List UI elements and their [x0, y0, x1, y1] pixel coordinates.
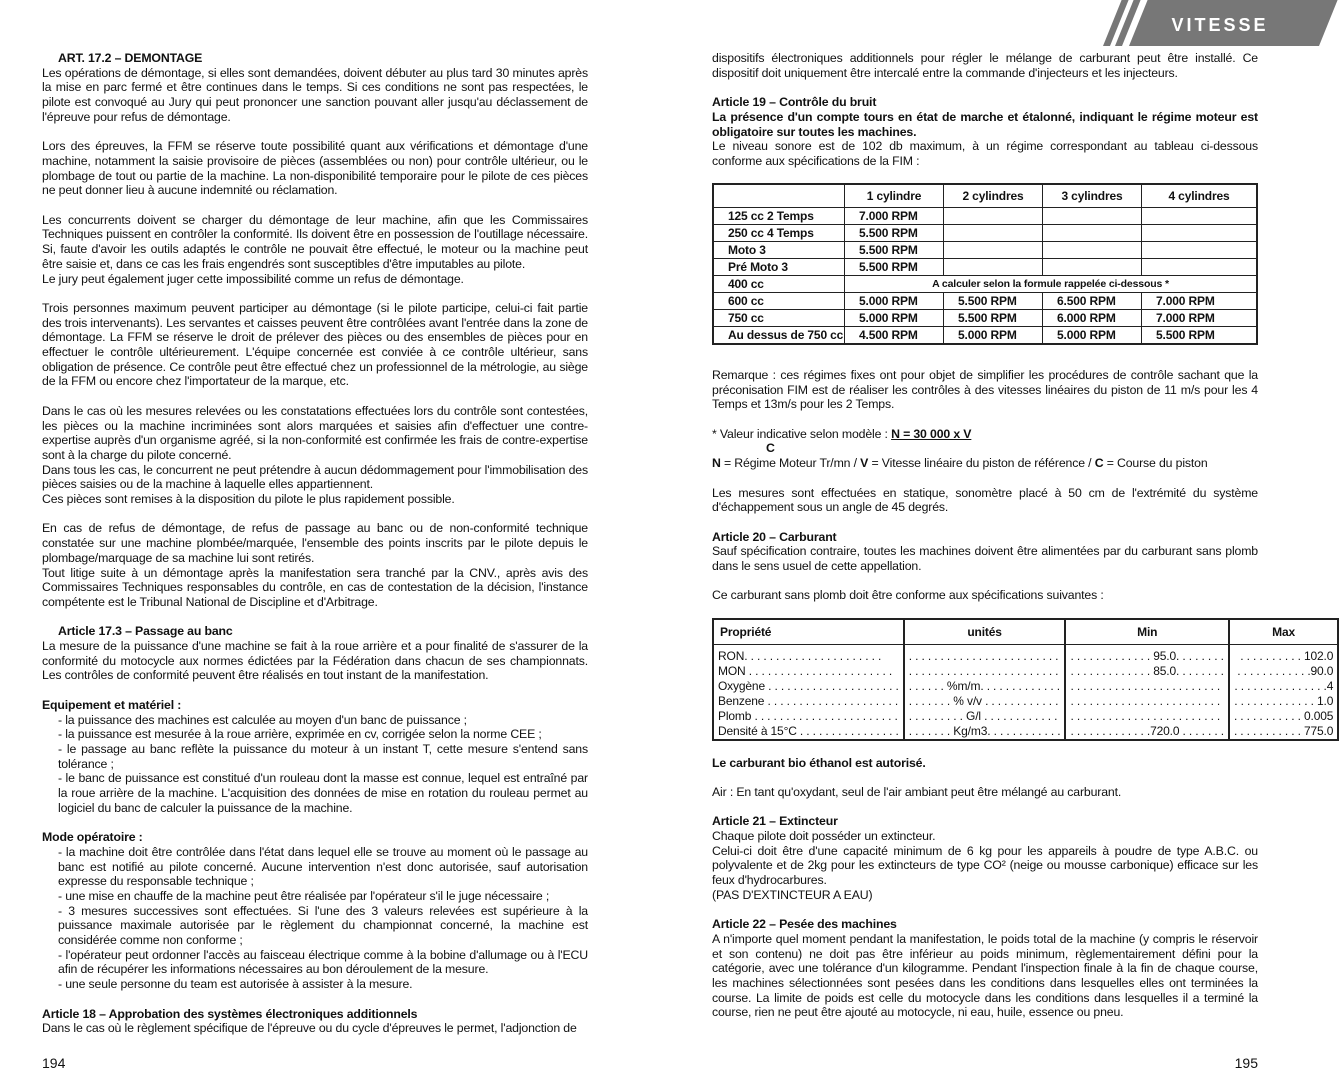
paragraph: Le niveau sonore est de 102 db maximum, à un régime correspondant au tableau ci-dessous conforme aux spécifications de la FIM : [712, 139, 1258, 168]
formula: N = 30 000 x V [891, 426, 972, 441]
table-cell: Moto 3 [713, 242, 845, 259]
table-cell: 5.000 RPM [845, 310, 944, 327]
table-cell [944, 225, 1043, 242]
table-row [713, 327, 1257, 345]
table-cell [1142, 259, 1258, 276]
table-header [713, 184, 845, 208]
rpm-table [712, 183, 1258, 345]
table-header-row [713, 184, 1257, 208]
table-header: unités [904, 619, 1066, 645]
page-number: 194 [42, 1055, 66, 1071]
table-header-row [713, 619, 1338, 645]
table-cell: Au dessus de 750 cc [713, 327, 845, 345]
paragraph: Trois personnes maximum peuvent participer au démontage (si le pilote participe, celui-ci fait partie des trois intervenants). Les servantes et caisses peuvent être contrôlées avant l'entrée dans la zone de démontage. La FFM se réserve le droit de prélever des pièces ou des ensembles de pièces pour en effectuer le contrôle ultérieurement. L'équipe concernée est conviée à ce contrôle ultérieur, sans obligation de présence. Ce contrôle peut être effectué chez un professionnel de la métrologie, au siège de la FFM ou encore chez l'importateur de la marque, etc. [42, 300, 588, 389]
list-item: - la puissance des machines est calculée au moyen d'un banc de puissance ; [58, 712, 467, 727]
table-cell [1142, 225, 1258, 242]
right-page [712, 0, 1334, 1092]
paragraph: (PAS D'EXTINCTEUR A EAU) [712, 887, 873, 902]
paragraph: Air : En tant qu'oxydant, seul de l'air ambiant peut être mélangé au carburant. [712, 784, 1122, 799]
mode-heading: Mode opératoire : [42, 830, 143, 845]
table-cell: 5.000 RPM [944, 327, 1043, 345]
table-cell: 4.500 RPM [845, 327, 944, 345]
table-header: 2 cylindres [944, 184, 1043, 208]
table-row [713, 225, 1257, 242]
section-title: VITESSE [1171, 15, 1269, 35]
table-row [713, 208, 1257, 225]
equipment-heading: Equipement et matériel : [42, 697, 182, 712]
legend-text: = Vitesse linéaire du piston de référence / [868, 456, 1095, 471]
table-header: Propriété [713, 619, 904, 645]
table-cell: 6.000 RPM [1043, 310, 1142, 327]
art-21-title: Article 21 – Extincteur [712, 814, 838, 829]
art-17-2-title: ART. 17.2 – DEMONTAGE [58, 51, 203, 65]
table-header: 1 cylindre [845, 184, 944, 208]
table-cell: 750 cc [713, 310, 845, 327]
paragraph: Ce carburant sans plomb doit être conforme aux spécifications suivantes : [712, 588, 1104, 603]
formula-denominator: C [766, 441, 775, 456]
table-cell: 5.500 RPM [845, 225, 944, 242]
art-22-title: Article 22 – Pesée des machines [712, 917, 897, 932]
paragraph: Le jury peut également juger cette impossibilité comme un refus de démontage. [42, 271, 464, 286]
table-cell [1043, 208, 1142, 225]
art-20-title: Article 20 – Carburant [712, 529, 837, 544]
paragraph: dispositifs électroniques additionnels pour régler le mélange de carburant peut être installé. Ce dispositif doit uniquement être intercalé entre la commande d'injecteurs et les injecteurs. [712, 51, 1258, 80]
page-number: 195 [1234, 1055, 1258, 1071]
paragraph: Lors des épreuves, la FFM se réserve toute possibilité quant aux vérifications et démontage d'une machine, notamment la saisie provisoire de pièces (assemblées ou non) pour contrôle ultérieur, ou le plombage de tout ou partie de la machine. La non-disponibilité temporaire pour le pilote de ces pièces ne peut donner lieu à aucune indemnité ou réclamation. [42, 139, 588, 198]
left-page [42, 0, 588, 1092]
table-cell: 125 cc 2 Temps [713, 208, 845, 225]
table-cell: 5.000 RPM [845, 293, 944, 310]
list-item: - l'opérateur peut ordonner l'accès au faisceau électrique comme à la bobine d'allumage ou à l'ECU afin de récupérer les informations nécessaires au bon déroulement de la mesure. [58, 947, 588, 977]
legend-symbol: V [860, 456, 869, 471]
table-cell: 5.500 RPM [845, 242, 944, 259]
table-cell: 250 cc 4 Temps [713, 225, 845, 242]
list-item: - 3 mesures successives sont effectuées. Si l'une des 3 valeurs relevées est supérieure à la puissance maximale autorisée par le règlement du championnat concerné, la machine est considérée comme non conforme ; [58, 903, 588, 948]
formula-prefix: * Valeur indicative selon modèle : [712, 426, 892, 441]
table-header: Max [1229, 619, 1338, 645]
table-row [713, 310, 1257, 327]
paragraph: Ces pièces sont remises à la disposition du pilote le plus rapidement possible. [42, 492, 455, 507]
list-item: - le banc de puissance est constitué d'un rouleau dont la masse est connue, lequel est entraîné par la roue arrière de la machine. L'acquisition des données de mise en rotation du rouleau permet au logiciel du banc de calculer la puissance de la machine. [58, 771, 588, 815]
table-cell: . . . . . . . . . . . . . . . . . . . . . . . . . . . . . . . . . . . . . . . . . . . . . . . . . . . . . . %m/m. . . . . . . . . . . . . . . . . . . . % v/v . . . . . . . . . . . . . . . . . . . . . G/l . . . . . . . . . . . . . . . . . . . Kg/m3. . . . . . . . . . . . [904, 644, 1066, 740]
paragraph-bold: La présence d'un compte tours en état de marche et étalonné, indiquant le régime moteur est obligatoire sur toutes les machines. [712, 109, 1258, 139]
table-row [713, 276, 1257, 293]
paragraph: Sauf spécification contraire, toutes les machines doivent être alimentées par du carburant sans plomb dans le sens usuel de cette appellation. [712, 544, 1258, 574]
legend-symbol: C [1094, 456, 1104, 471]
table-cell [1142, 208, 1258, 225]
table-cell: 7.000 RPM [1142, 293, 1258, 310]
table-cell [944, 242, 1043, 259]
table-cell [944, 259, 1043, 276]
art-17-3-title: Article 17.3 – Passage au banc [58, 624, 233, 639]
paragraph: Dans le cas où le règlement spécifique de l'épreuve ou du cycle d'épreuves le permet, l'adjonction de [42, 1021, 577, 1036]
list-item: - le passage au banc reflète la puissance du moteur à un instant T, cette mesure s'entend sans tolérance ; [58, 741, 588, 771]
table-cell [1043, 259, 1142, 276]
table-cell [944, 208, 1043, 225]
paragraph: Les opérations de démontage, si elles sont demandées, doivent débuter au plus tard 30 minutes après la mise en parc fermé et être continues dans le temps. Si ces conditions ne sont pas respectées, le pilote est convoqué au Jury qui peut prononcer une sanction pouvant aller jusqu'au déclassement de l'épreuve pour refus de démontage. [42, 65, 588, 124]
table-header: Min [1065, 619, 1228, 645]
formula-line [712, 427, 1258, 442]
table-cell: 7.000 RPM [845, 208, 944, 225]
paragraph: Tout litige suite à un démontage après la manifestation sera tranché par la CNV., après avis des Commissaires Techniques responsables du contrôle, en cas de contestation de la décision, l'instance compétente est le Tribunal National de Discipline et d'Arbitrage. [42, 565, 588, 609]
paragraph: La mesure de la puissance d'une machine se fait à la roue arrière et a pour finalité de s'assurer de la conformité du motocycle aux normes édictées par la Fédération dans chacun de ses championnats. Les contrôles de conformité peuvent être réalisés en tout instant de la manifestation. [42, 639, 588, 683]
table-cell-note: A calculer selon la formule rappelée ci-dessous * [845, 276, 1258, 293]
table-cell: 5.000 RPM [1043, 327, 1142, 345]
paragraph: Chaque pilote doit posséder un extincteur. [712, 829, 936, 844]
table-row [713, 259, 1257, 276]
paragraph: Les concurrents doivent se charger du démontage de leur machine, afin que les Commissaires Techniques puissent en contrôler la conformité. Ils doivent être en possession de l'outillage nécessaire. Si, faute d'avoir les outils adaptés le contrôle ne pouvait être effectué, le moteur ou la machine peut être saisie et, dans ce cas les frais engendrés sont susceptibles d'être imputables au pilote. [42, 212, 588, 271]
table-cell [1142, 242, 1258, 259]
right-column [712, 51, 1334, 1020]
list-item: - une mise en chauffe de la machine peut être réalisée par l'opérateur s'il le juge nécessaire ; [58, 888, 550, 903]
table-cell: RON. . . . . . . . . . . . . . . . . . . . . . MON . . . . . . . . . . . . . . . . . . . . . . . Oxygène . . . . . . . . . . . . . . . . . . . . . Benzene . . . . . . . . . . . . . . . . . . . . . Plomb . . . . . . . . . . . . . . . . . . . . . . . Densité à 15°C . . . . . . . . . . . . . . . . [718, 648, 899, 738]
table-cell: 6.500 RPM [1043, 293, 1142, 310]
table-cell: . . . . . . . . . . 102.0 . . . . . . . . . . . .90.0 . . . . . . . . . . . . . . .4 . . . . . . . . . . . . . 1.0 . . . . . . . . . . . 0.005 . . . . . . . . . . . 775.0 [1229, 644, 1338, 740]
table-cell: 5.500 RPM [944, 293, 1043, 310]
list-item: - la machine doit être contrôlée dans l'état dans lequel elle se trouve au moment où le passage au banc est notifié au pilote concerné. Aucune intervention n'est donc autorisée, sauf autorisation expresse du responsable technique ; [58, 844, 588, 889]
art-18-title: Article 18 – Approbation des systèmes électroniques additionnels [42, 1006, 418, 1021]
paragraph: En cas de refus de démontage, de refus de passage au banc ou de non-conformité technique constatée sur une machine plombée/marquée, l'ensemble des points inscrits par le pilote depuis le plombage/marquage de sa machine lui sont retirés. [42, 521, 588, 565]
paragraph: Celui-ci doit être d'une capacité minimum de 6 kg pour les appareils à poudre de type A.B.C. ou polyvalente et de 2kg pour les extincteurs de type CO² (neige ou mousse carbonique) efficace sur les feux d'hydrocarbures. [712, 843, 1258, 888]
legend-text: = Régime Moteur Tr/mn / [720, 456, 861, 471]
paragraph-bold: Le carburant bio éthanol est autorisé. [712, 755, 926, 770]
table-row [713, 242, 1257, 259]
table-row [713, 293, 1257, 310]
paragraph: Dans tous les cas, le concurrent ne peut prétendre à aucun dédommagement pour l'immobilisation des pièces saisies ou de la machine à laquelle elles appartiennent. [42, 462, 588, 492]
legend-text: = Course du piston [1103, 456, 1208, 471]
fuel-spec-table [712, 618, 1339, 741]
left-column [42, 51, 588, 1036]
list-item: - la puissance est mesurée à la roue arrière, exprimée en cv, corrigée selon la norme CEE ; [58, 727, 542, 742]
table-cell [1043, 242, 1142, 259]
formula-legend [712, 456, 1258, 471]
table-cell: 5.500 RPM [1142, 327, 1258, 345]
paragraph: A n'importe quel moment pendant la manifestation, le poids total de la machine (y compris le réservoir et son contenu) ne doit pas être inférieur au poids minimum, règlementairement défini pour la catégorie, avec une tolérance d'un kilogramme. Pendant l'inspection finale à la fin de chaque course, les machines sélectionnées sont pesées dans les conditions dans lesquelles elles ont terminées la course. La limite de poids est celle du motocycle dans les conditions dans lesquelles il a terminé la course, rien ne peut être ajouté au motocycle, ni eau, huile, essence ou pneu. [712, 931, 1258, 1020]
table-header: 3 cylindres [1043, 184, 1142, 208]
table-cell: 7.000 RPM [1142, 310, 1258, 327]
table-cell: Pré Moto 3 [713, 259, 845, 276]
table-cell [1043, 225, 1142, 242]
paragraph: Dans le cas où les mesures relevées ou les constatations effectuées lors du contrôle sont contestées, les pièces ou la machine incriminées sont alors marquées et saisies afin d'effectuer une contre-expertise auprès d'un organisme agréé, si la non-conformité est confirmée les frais de contre-expertise sont à la charge du pilote concerné. [42, 403, 588, 462]
paragraph: Les mesures sont effectuées en statique, sonomètre placé à 50 cm de l'extrémité du système d'échappement sous un angle de 45 degrés. [712, 485, 1258, 515]
table-cell: 400 cc [713, 276, 845, 293]
table-header: 4 cylindres [1142, 184, 1258, 208]
table-row [713, 644, 1338, 740]
table-cell: 5.500 RPM [845, 259, 944, 276]
art-19-title: Article 19 – Contrôle du bruit [712, 95, 877, 110]
table-cell: 5.500 RPM [944, 310, 1043, 327]
paragraph: Remarque : ces régimes fixes ont pour objet de simplifier les procédures de contrôle sachant que la préconisation FIM est de réaliser les contrôles à des vitesses linéaires du piston de 11 m/s pour les 4 Temps et 13m/s pour les 2 Temps. [712, 367, 1258, 412]
list-item: - une seule personne du team est autorisée à assister à la mesure. [58, 977, 413, 992]
table-cell: . . . . . . . . . . . . . 95.0. . . . . . . . . . . . . . . . . . . . . 85.0. . . . . . . . . . . . . . . . . . . . . . . . . . . . . . . . . . . . . . . . . . . . . . . . . . . . . . . . . . . . . . . . . . . . . . . . . . . . . . . . . . . . . . . . . . . . .720.0 . . . . . . . [1065, 644, 1228, 740]
legend-symbol: N [712, 456, 721, 471]
table-cell: 600 cc [713, 293, 845, 310]
